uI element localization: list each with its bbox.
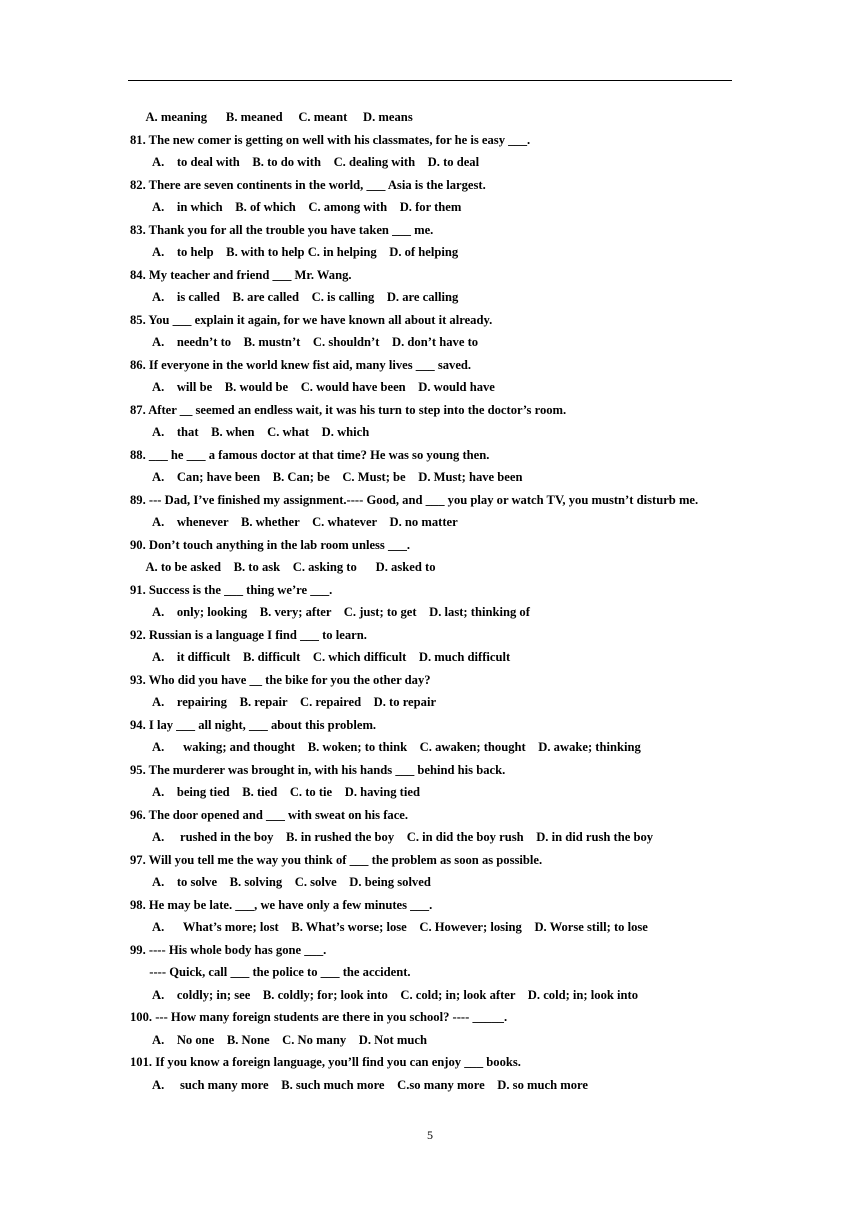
answer-options: A. to solve B. solving C. solve D. being solved <box>152 875 431 889</box>
question-stem: 90. Don’t touch anything in the lab room unless ___. <box>130 537 411 552</box>
answer-options: A. needn’t to B. mustn’t C. shouldn’t D. don’t have to <box>152 335 479 349</box>
page-number: 5 <box>427 1128 433 1142</box>
answer-options: A. meaning B. meaned C. meant D. means <box>143 110 413 124</box>
answer-options: A. such many more B. such much more C.so many more D. so much more <box>152 1077 588 1092</box>
header-rule <box>128 80 732 81</box>
answer-options: A. repairing B. repair C. repaired D. to repair <box>152 695 437 709</box>
question-stem: 89. --- Dad, I’ve finished my assignment.---- Good, and ___ you play or watch TV, you mustn’t disturb me. <box>130 492 699 507</box>
answer-options: A. in which B. of which C. among with D. for them <box>152 200 462 214</box>
answer-options: A. that B. when C. what D. which <box>152 425 370 439</box>
answer-options: A. coldly; in; see B. coldly; for; look into C. cold; in; look after D. cold; in; look into <box>152 987 639 1002</box>
answer-options: A. to be asked B. to ask C. asking to D. asked to <box>143 560 436 574</box>
question-stem: 92. Russian is a language I find ___ to learn. <box>130 627 367 642</box>
answer-options: A. to help B. with to help C. in helping D. of helping <box>152 245 459 259</box>
answer-options: A. will be B. would be C. would have been D. would have <box>152 380 495 394</box>
question-stem: 101. If you know a foreign language, you’ll find you can enjoy ___ books. <box>130 1055 521 1069</box>
answer-options: ---- Quick, call ___ the police to ___ the accident. <box>143 965 411 979</box>
question-stem: 83. Thank you for all the trouble you have taken ___ me. <box>130 222 434 237</box>
question-stem: 95. The murderer was brought in, with his hands ___ behind his back. <box>130 762 506 777</box>
question-stem: 86. If everyone in the world knew fist aid, many lives ___ saved. <box>130 357 472 372</box>
question-stem: 82. There are seven continents in the world, ___ Asia is the largest. <box>130 177 486 192</box>
question-stem: 88. ___ he ___ a famous doctor at that time? He was so young then. <box>130 447 490 462</box>
answer-options: A. it difficult B. difficult C. which difficult D. much difficult <box>152 650 511 664</box>
question-stem: 98. He may be late. ___, we have only a few minutes ___. <box>130 897 433 912</box>
question-stem: 99. ---- His whole body has gone ___. <box>130 942 327 957</box>
answer-options: A. Can; have been B. Can; be C. Must; be D. Must; have been <box>152 470 523 484</box>
question-stem: 91. Success is the ___ thing we’re ___. <box>130 582 333 597</box>
answer-options: A. is called B. are called C. is calling D. are calling <box>152 290 459 304</box>
question-stem: 94. I lay ___ all night, ___ about this problem. <box>130 717 377 732</box>
question-stem: 96. The door opened and ___ with sweat on his face. <box>130 807 409 822</box>
answer-options: A. waking; and thought B. woken; to think C. awaken; thought D. awake; thinking <box>152 740 641 754</box>
answer-options: A. whenever B. whether C. whatever D. no matter <box>152 515 458 529</box>
question-stem: 100. --- How many foreign students are there in you school? ---- _____. <box>130 1010 508 1024</box>
answer-options: A. only; looking B. very; after C. just; to get D. last; thinking of <box>152 605 530 619</box>
question-stem: 81. The new comer is getting on well with his classmates, for he is easy ___. <box>130 132 531 147</box>
answer-options: A. to deal with B. to do with C. dealing with D. to deal <box>152 155 480 169</box>
question-stem: 87. After __ seemed an endless wait, it was his turn to step into the doctor’s room. <box>130 402 567 417</box>
answer-options: A. What’s more; lost B. What’s worse; lose C. However; losing D. Worse still; to lose <box>152 920 648 934</box>
answer-options: A. rushed in the boy B. in rushed the boy C. in did the boy rush D. in did rush the boy <box>152 830 654 844</box>
question-stem: 85. You ___ explain it again, for we have known all about it already. <box>130 312 493 327</box>
question-list <box>0 106 860 1096</box>
question-stem: 97. Will you tell me the way you think of ___ the problem as soon as possible. <box>130 852 543 867</box>
answer-options: A. being tied B. tied C. to tie D. having tied <box>152 785 420 799</box>
question-stem: 84. My teacher and friend ___ Mr. Wang. <box>130 267 352 282</box>
answer-options: A. No one B. None C. No many D. Not much <box>152 1032 427 1047</box>
question-stem: 93. Who did you have __ the bike for you the other day? <box>130 672 431 687</box>
